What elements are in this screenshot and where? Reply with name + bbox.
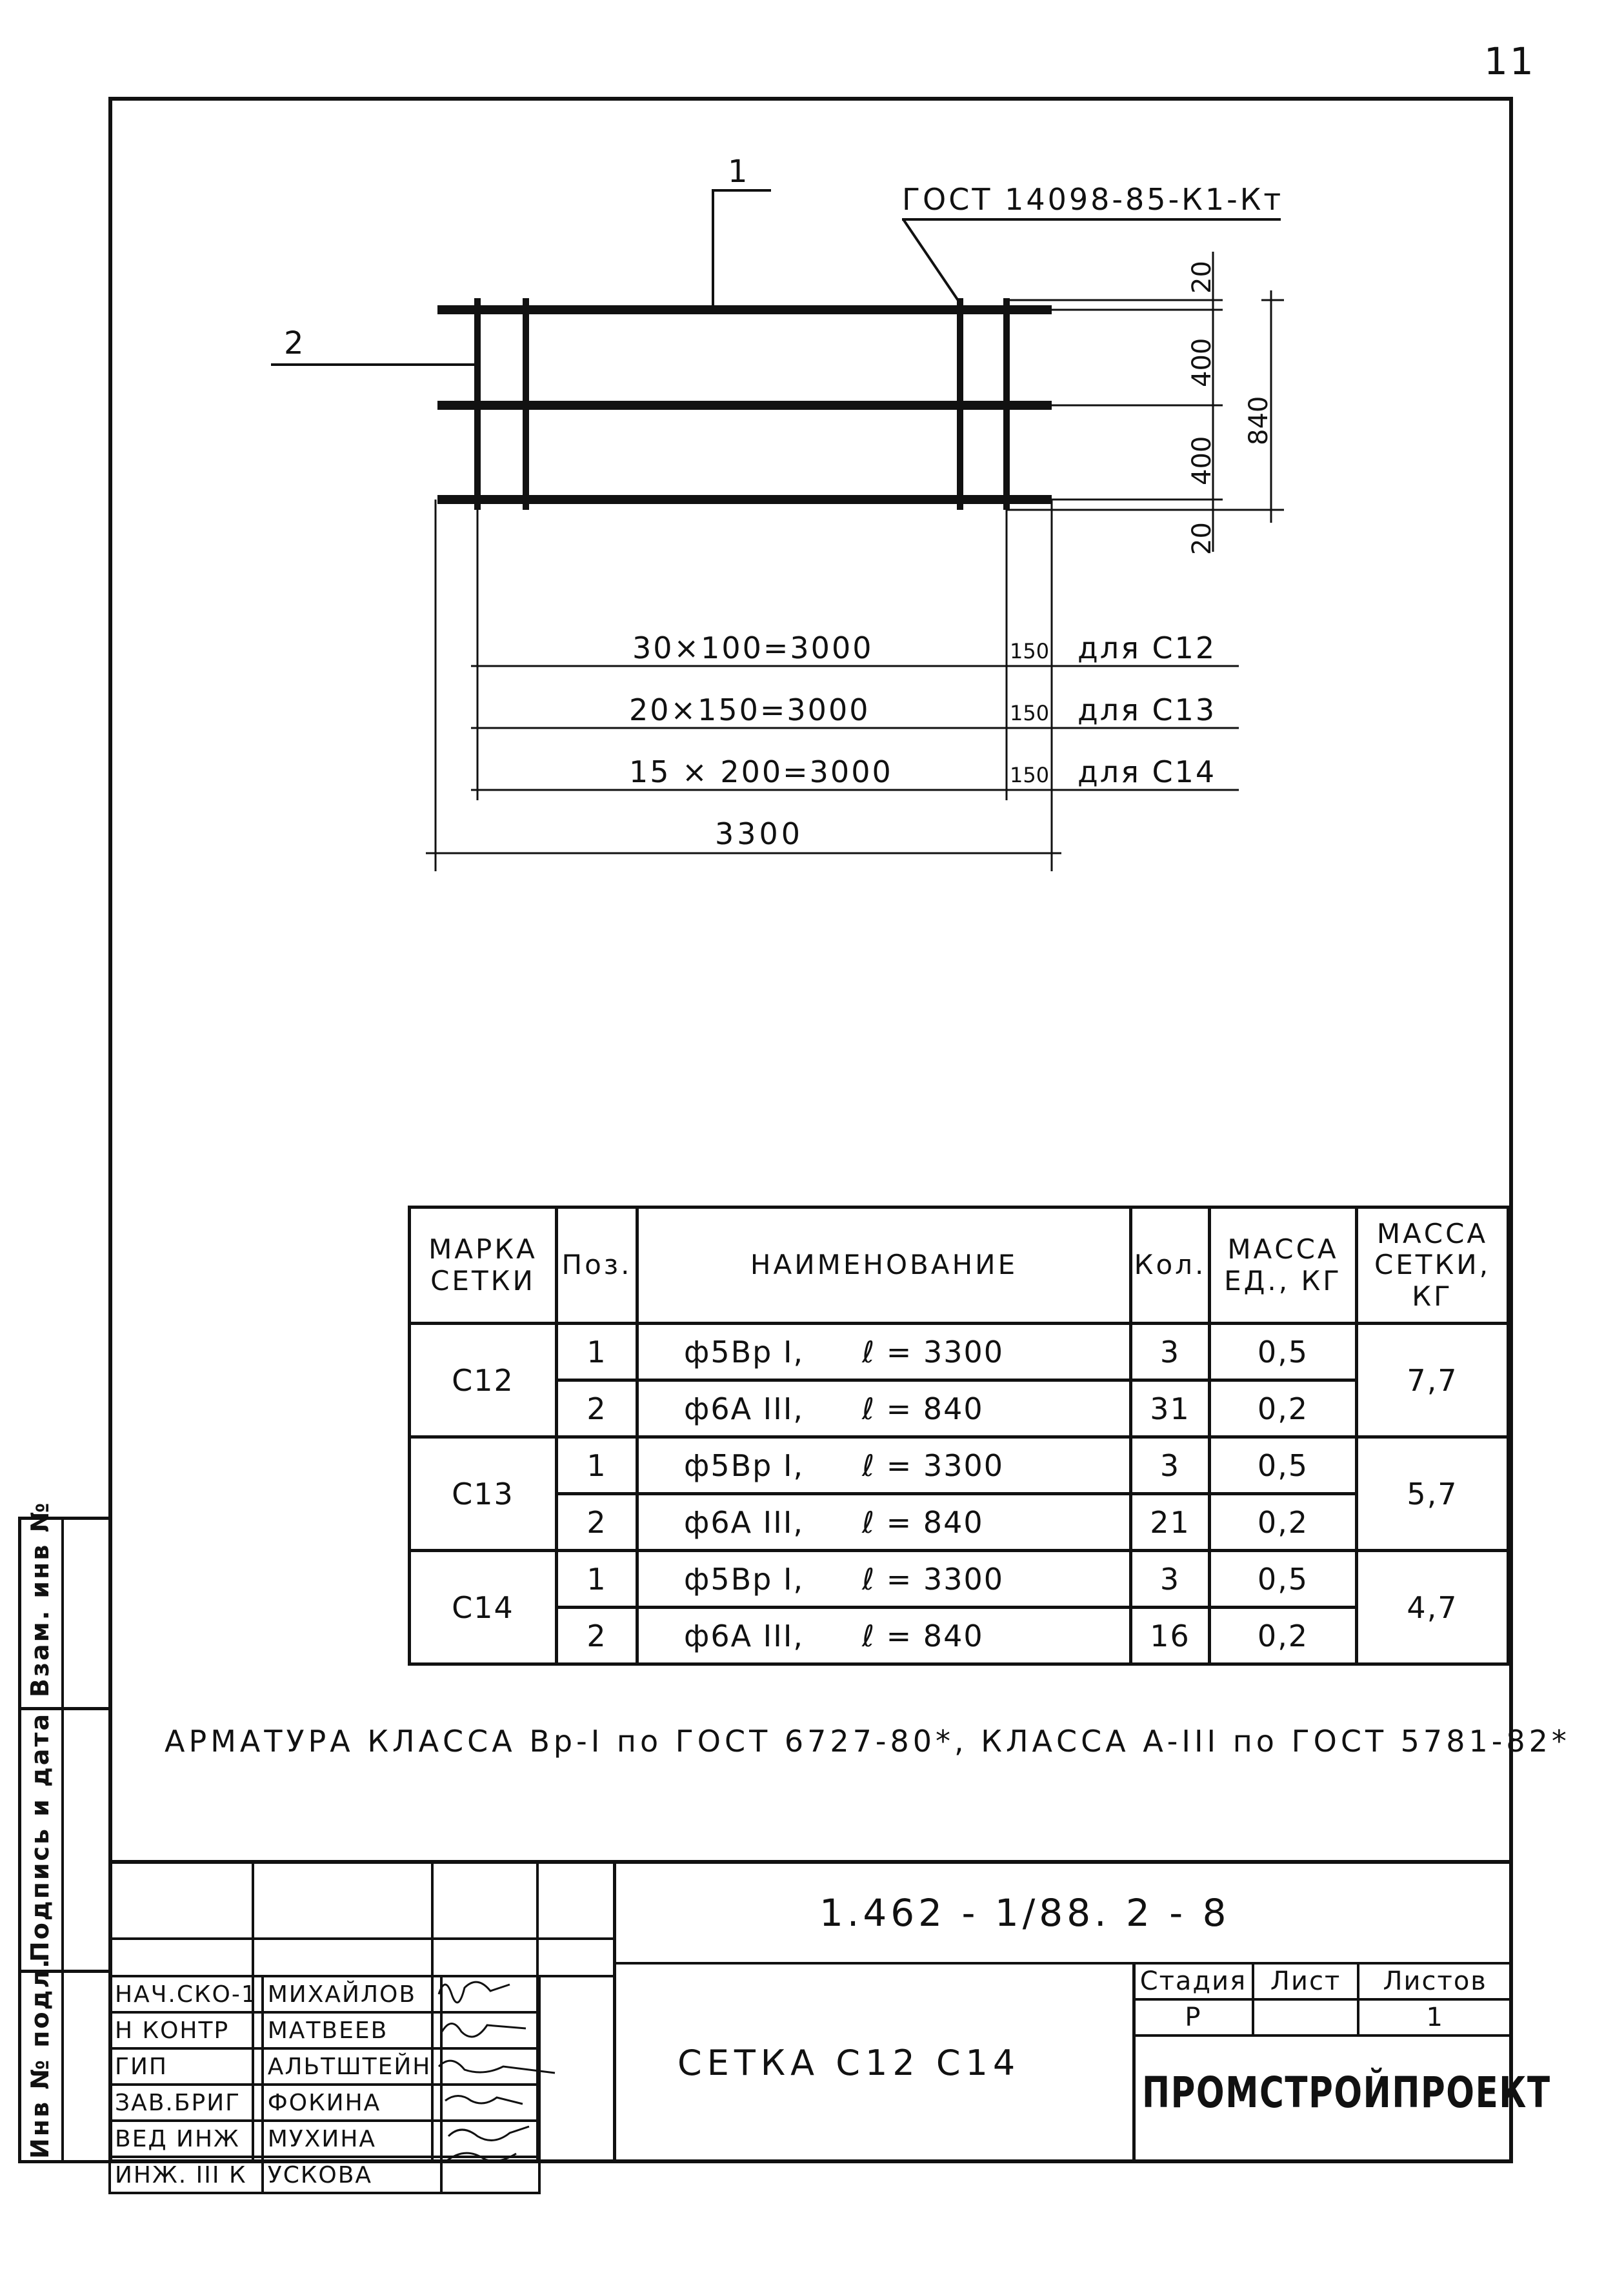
drawing-title: СЕТКА С12 С14	[677, 2043, 1021, 2083]
staff-name: МАТВЕЕВ	[263, 2012, 441, 2048]
header-qty: Кол.	[1131, 1207, 1210, 1324]
qty-cell: 31	[1131, 1380, 1210, 1437]
mark-cell: С12	[410, 1324, 557, 1437]
stage-value: Р	[1134, 1999, 1253, 2036]
dim-end-c14: 150	[1010, 763, 1050, 787]
pos-cell: 2	[557, 1380, 637, 1437]
mark-cell: С13	[410, 1437, 557, 1551]
sheets-value: 1	[1358, 1999, 1512, 2036]
mark-cell: С14	[410, 1551, 557, 1664]
header-mass-mesh: МАССА СЕТКИ, КГ	[1357, 1207, 1509, 1324]
side-vzam-label: Взам. инв №	[26, 1500, 54, 1697]
weld-leader	[903, 219, 960, 303]
side-inv-label: Инв № подл.	[26, 1957, 54, 2159]
mesh-mass-cell: 5,7	[1357, 1437, 1509, 1551]
staff-name: АЛЬТШТЕЙН	[263, 2048, 441, 2085]
dim-spacing-c12: 30×100=3000	[632, 631, 874, 665]
name-cell: ф5Вр I, ℓ = 3300	[637, 1324, 1131, 1380]
staff-role: НАЧ.СКО-1	[110, 1976, 263, 2012]
dim-for-c14: для С14	[1078, 754, 1217, 789]
dim-for-c12: для С12	[1078, 631, 1217, 665]
pos-cell: 2	[557, 1608, 637, 1664]
staff-role: ГИП	[110, 2048, 263, 2085]
dim-400-a: 400	[1187, 338, 1217, 387]
staff-role: ЗАВ.БРИГ	[110, 2085, 263, 2121]
reinforcement-note: АРМАТУРА КЛАССА Вр-I по ГОСТ 6727-80*, КЛАССА А-III по ГОСТ 5781-82*	[165, 1724, 1570, 1759]
qty-cell: 16	[1131, 1608, 1210, 1664]
dim-total: 3300	[715, 816, 804, 851]
staff-role: ВЕД ИНЖ	[110, 2121, 263, 2157]
qty-cell: 3	[1131, 1551, 1210, 1608]
qty-cell: 21	[1131, 1494, 1210, 1551]
staff-role: ИНЖ. III К	[110, 2157, 263, 2193]
header-mark: МАРКА СЕТКИ	[410, 1207, 557, 1324]
weld-label: ГОСТ 14098-85-К1-Кт	[902, 182, 1284, 217]
table-row	[410, 1324, 1509, 1380]
staff-name: ФОКИНА	[263, 2085, 441, 2121]
sheet-header: Лист	[1253, 1963, 1359, 1999]
dim-spacing-c13: 20×150=3000	[629, 692, 870, 727]
table-row	[410, 1608, 1509, 1664]
header-name: НАИМЕНОВАНИЕ	[637, 1207, 1131, 1324]
unit-mass-cell: 0,5	[1210, 1551, 1357, 1608]
qty-cell: 3	[1131, 1324, 1210, 1380]
name-cell: ф5Вр I, ℓ = 3300	[637, 1551, 1131, 1608]
table-row	[410, 1437, 1509, 1494]
name-cell: ф6А III, ℓ = 840	[637, 1608, 1131, 1664]
signature-cell	[441, 2157, 539, 2193]
dim-for-c13: для С13	[1078, 692, 1217, 727]
staff-name: МУХИНА	[263, 2121, 441, 2157]
page-number: 11	[1484, 39, 1536, 83]
callout-1-leader	[713, 190, 771, 310]
staff-name: МИХАЙЛОВ	[263, 1976, 441, 2012]
header-pos: Поз.	[557, 1207, 637, 1324]
stage-table	[1132, 1962, 1513, 2037]
organization-logo: ПРОМСТРОЙПРОЕКТ	[1142, 2068, 1551, 2117]
specification-table	[408, 1206, 1510, 1666]
dim-20-top: 20	[1187, 261, 1217, 294]
table-row	[410, 1380, 1509, 1437]
sheets-header: Листов	[1358, 1963, 1512, 1999]
unit-mass-cell: 0,2	[1210, 1380, 1357, 1437]
header-mass-unit: МАССА ЕД., КГ	[1210, 1207, 1357, 1324]
pos-cell: 1	[557, 1324, 637, 1380]
name-cell: ф6А III, ℓ = 840	[637, 1494, 1131, 1551]
pos-cell: 2	[557, 1494, 637, 1551]
dim-spacing-c14: 15 × 200=3000	[629, 754, 893, 789]
unit-mass-cell: 0,5	[1210, 1437, 1357, 1494]
dim-840: 840	[1244, 396, 1274, 445]
signatures	[432, 1955, 613, 2162]
unit-mass-cell: 0,5	[1210, 1324, 1357, 1380]
mesh-mass-cell: 7,7	[1357, 1324, 1509, 1437]
callout-1: 1	[728, 154, 748, 190]
unit-mass-cell: 0,2	[1210, 1608, 1357, 1664]
pos-cell: 1	[557, 1551, 637, 1608]
table-row	[410, 1551, 1509, 1608]
sheet-value	[1253, 1999, 1359, 2036]
side-podpis-label: Подпись и дата	[26, 1712, 54, 1962]
staff-role: Н КОНТР	[110, 2012, 263, 2048]
unit-mass-cell: 0,2	[1210, 1494, 1357, 1551]
mesh-drawing	[0, 0, 1624, 904]
qty-cell: 3	[1131, 1437, 1210, 1494]
callout-2: 2	[284, 325, 304, 361]
name-cell: ф6А III, ℓ = 840	[637, 1380, 1131, 1437]
mesh-mass-cell: 4,7	[1357, 1551, 1509, 1664]
dim-end-c13: 150	[1010, 701, 1050, 725]
dim-end-c12: 150	[1010, 639, 1050, 663]
pos-cell: 1	[557, 1437, 637, 1494]
dim-20-bottom: 20	[1187, 522, 1217, 555]
dim-400-b: 400	[1187, 436, 1217, 485]
staff-name: УСКОВА	[263, 2157, 441, 2193]
stage-header: Стадия	[1134, 1963, 1253, 1999]
document-code: 1.462 - 1/88. 2 - 8	[819, 1891, 1230, 1935]
name-cell: ф5Вр I, ℓ = 3300	[637, 1437, 1131, 1494]
table-row	[410, 1494, 1509, 1551]
